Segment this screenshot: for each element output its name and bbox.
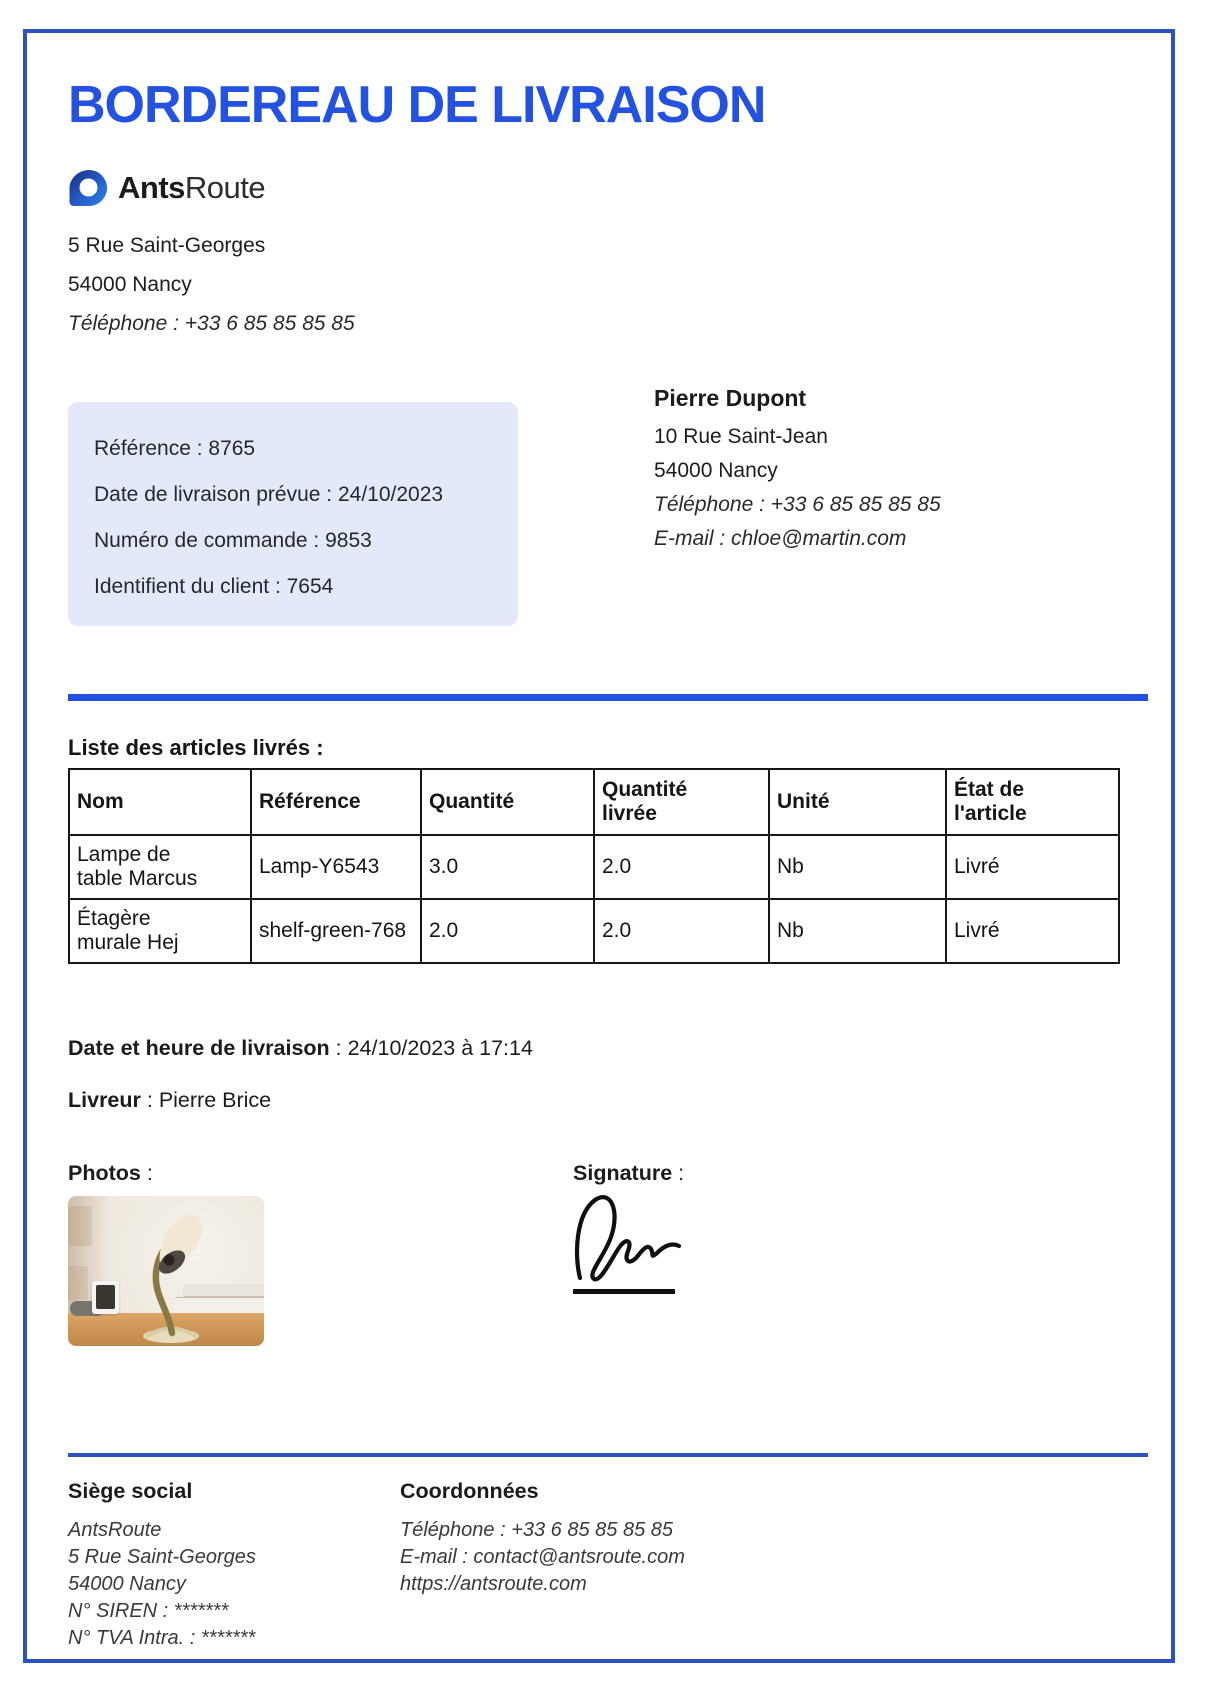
desk-lamp-photo bbox=[68, 1196, 264, 1346]
blue-section-divider bbox=[68, 694, 1148, 701]
table-row bbox=[69, 835, 1119, 899]
brand-name-bold: Ants bbox=[118, 170, 185, 205]
table-header-row bbox=[69, 769, 1119, 835]
handwritten-signature bbox=[573, 1194, 688, 1282]
column-header-nom: Nom bbox=[69, 769, 251, 835]
cell-quantite-livree: 2.0 bbox=[594, 899, 769, 963]
company-address bbox=[68, 226, 355, 343]
column-header-etat: État de l'article bbox=[946, 769, 1119, 835]
cell-etat: Livré bbox=[946, 899, 1119, 963]
cell-quantite-livree: 2.0 bbox=[594, 835, 769, 899]
company-address-line: 5 Rue Saint-Georges bbox=[68, 234, 266, 257]
cell-unite: Nb bbox=[769, 899, 946, 963]
signature-underline bbox=[573, 1289, 675, 1294]
brand-name-light: Route bbox=[184, 170, 266, 205]
footer-phone-line: Téléphone : +33 6 85 85 85 85 bbox=[400, 1519, 674, 1541]
recipient-email: E-mail : chloe@martin.com bbox=[654, 527, 907, 550]
recipient-address-line: 54000 Nancy bbox=[654, 459, 778, 482]
footer-siege-line: AntsRoute bbox=[68, 1519, 162, 1541]
column-header-quantite-livree: Quantité livrée bbox=[594, 769, 769, 835]
recipient-name: Pierre Dupont bbox=[654, 385, 807, 411]
cell-nom: Lampe de table Marcus bbox=[69, 835, 251, 899]
footer-website-line: https://antsroute.com bbox=[400, 1573, 587, 1595]
order-number: Numéro de commande : 9853 bbox=[94, 529, 372, 552]
photos-section bbox=[68, 1161, 264, 1346]
order-planned-date: Date de livraison prévue : 24/10/2023 bbox=[94, 483, 444, 506]
antsroute-pin-icon bbox=[68, 168, 108, 208]
photos-label: Photos : bbox=[68, 1161, 153, 1185]
footer-divider bbox=[68, 1453, 1148, 1457]
footer-siege-line: 54000 Nancy bbox=[68, 1573, 186, 1595]
articles-table bbox=[68, 768, 1120, 964]
order-reference: Référence : 8765 bbox=[94, 437, 256, 460]
photo-lamp-illustration bbox=[68, 1196, 264, 1346]
articles-heading: Liste des articles livrés : bbox=[68, 735, 324, 760]
recipient-block bbox=[654, 385, 941, 556]
cell-quantite: 3.0 bbox=[421, 835, 594, 899]
footer-coordonnees bbox=[400, 1479, 685, 1598]
antsroute-logo bbox=[68, 168, 265, 208]
footer-siege-social bbox=[68, 1479, 256, 1652]
signature-section bbox=[573, 1161, 688, 1294]
cell-etat: Livré bbox=[946, 835, 1119, 899]
cell-quantite: 2.0 bbox=[421, 899, 594, 963]
delivery-datetime: Date et heure de livraison : 24/10/2023 à 17:14 bbox=[68, 1036, 533, 1060]
column-header-quantite: Quantité bbox=[421, 769, 594, 835]
page-title: BORDEREAU DE LIVRAISON bbox=[68, 76, 766, 134]
recipient-phone: Téléphone : +33 6 85 85 85 85 bbox=[654, 493, 941, 516]
company-address-line: 54000 Nancy bbox=[68, 273, 192, 296]
footer-tva-line: N° TVA Intra. : ******* bbox=[68, 1627, 256, 1649]
delivery-details bbox=[68, 1034, 533, 1114]
table-row bbox=[69, 899, 1119, 963]
company-phone: Téléphone : +33 6 85 85 85 85 bbox=[68, 312, 355, 335]
column-header-unite: Unité bbox=[769, 769, 946, 835]
footer-siege-line: 5 Rue Saint-Georges bbox=[68, 1546, 256, 1568]
column-header-reference: Référence bbox=[251, 769, 421, 835]
recipient-address-line: 10 Rue Saint-Jean bbox=[654, 425, 828, 448]
cell-nom: Étagère murale Hej bbox=[69, 899, 251, 963]
footer-siren-line: N° SIREN : ******* bbox=[68, 1600, 229, 1622]
signature-label: Signature : bbox=[573, 1161, 685, 1185]
cell-unite: Nb bbox=[769, 835, 946, 899]
footer-coordonnees-heading: Coordonnées bbox=[400, 1479, 539, 1503]
footer-email-line: E-mail : contact@antsroute.com bbox=[400, 1546, 685, 1568]
document-frame bbox=[23, 29, 1175, 1663]
order-and-recipient-row bbox=[68, 385, 1148, 626]
delivery-driver: Livreur : Pierre Brice bbox=[68, 1088, 272, 1112]
cell-reference: Lamp-Y6543 bbox=[251, 835, 421, 899]
cell-reference: shelf-green-768 bbox=[251, 899, 421, 963]
brand-name bbox=[118, 170, 265, 206]
order-info-box bbox=[68, 402, 518, 626]
footer-siege-heading: Siège social bbox=[68, 1479, 193, 1503]
order-client-id: Identifient du client : 7654 bbox=[94, 575, 334, 598]
